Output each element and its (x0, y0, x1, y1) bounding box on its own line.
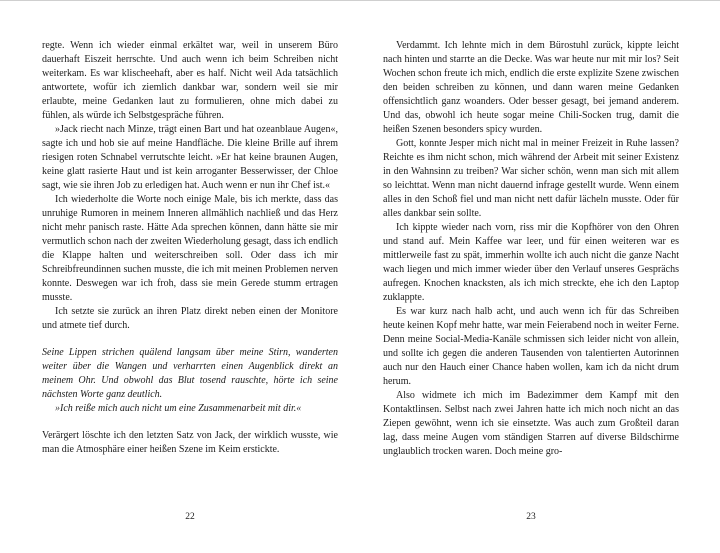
page-left-text (42, 39, 338, 457)
page-number-right: 23 (526, 512, 536, 522)
page-right-text (383, 39, 679, 459)
paragraph: Also widmete ich mich im Badezimmer dem Kampf mit den Kontaktlinsen. Selbst nach zwei Jahren hatte ich mich noch nicht an das Ziepen gewöhnt, wenn ich sie einsetzte. Was auch zum Großteil daran lag, dass meine Augen vom ständigen Starren auf diverse Bildschirme unglaublich trocken waren. Doch meine gro- (383, 390, 679, 457)
paragraph: Verärgert löschte ich den letzten Satz von Jack, der wirklich wusste, wie man die Atmosphäre einer heißen Szene im Keim erstickte. (42, 430, 338, 455)
page-left (0, 1, 360, 553)
paragraph: »Jack riecht nach Minze, trägt einen Bart und hat ozeanblaue Augen«, sagte ich und hob sie auf meine Handfläche. Die kleine Brille auf ihrem riesigen roten Schnabel verrutschte leicht. »Er hat keine braunen Augen, keine glatt rasierte Haut und ist kein arroganter Besserwisser, der Chloe sagt, wie sie ihren Job zu erledigen hat. Auch wenn er nun ihr Chef ist.« (42, 124, 338, 191)
page-right (360, 1, 720, 553)
paragraph: Ich kippte wieder nach vorn, riss mir die Kopfhörer von den Ohren und stand auf. Mein Kaffee war leer, und für einen weiteren war es mittlerweile fast zu spät, immerhin wollte ich auch nicht die ganze Nacht wach liegen und mich immer wieder über den Verlauf unseres Gesprächs aufregen. Knochen knacksten, als ich mich streckte, ehe ich den Laptop zuklappte. (383, 222, 679, 303)
paragraph: »Ich reiße mich auch nicht um eine Zusammenarbeit mit dir.« (55, 403, 302, 414)
paragraph: Ich setzte sie zurück an ihren Platz direkt neben einen der Monitore und atmete tief durch. (42, 306, 338, 331)
paragraph: Ich wiederholte die Worte noch einige Male, bis ich merkte, dass das unruhige Rumoren in meinem Inneren allmählich nachließ und das Herz nicht mehr panisch raste. Hätte Ada sprechen können, dann hätte sie mir vermutlich schon nach der zweiten Wiederholung gesagt, dass ich endlich die Klappe halten und weiterschreiben soll. Oder dass ich mir Schreibfreundinnen suchen musste, die ich mit meinen Problemen nerven konnte. Deswegen war ich froh, dass sie mein Gerede stumm ertragen musste. (42, 194, 338, 303)
paragraph: Es war kurz nach halb acht, und auch wenn ich für das Schreiben heute keinen Kopf mehr hatte, war mein Feierabend noch in weiter Ferne. Denn meine Social-Media-Kanäle schmissen sich leider nicht von allein, und sollte ich gegen die anderen Tausenden von talentierten Autorinnen auch nur den Hauch einer Chance haben wollen, kam ich da nicht drum herum. (383, 306, 679, 387)
paragraph: Verdammt. Ich lehnte mich in dem Bürostuhl zurück, kippte leicht nach hinten und starrte an die Decke. Was war heute nur mit mir los? Seit Wochen schon freute ich mich, endlich die erste explizite Szene zwischen den beiden schreiben zu können, und dann waren meine Gedanken offensichtlich ganz woanders. Oder besser gesagt, bei jemand anderem. Und das, obwohl ich heute sogar meine Chili-Socken trug, damit die heißen Szenen besonders spicy wurden. (383, 40, 679, 135)
paragraph: regte. Wenn ich wieder einmal erkältet war, weil in unserem Büro dauerhaft Eiszeit herrschte. Und auch wenn ich beim Schreiben nicht weiterkam. Es war klischeehaft, aber es half. Nicht weil Ada tatsächlich antwortete, wofür ich ziemlich dankbar war, sondern weil sie mir erlaubte, meine Gedanken laut zu formulieren, ohne mich dabei zu fühlen, als würde ich Selbstgespräche führen. (42, 40, 338, 121)
paragraph: Seine Lippen strichen quälend langsam über meine Stirn, wanderten weiter über die Wangen und verharrten einen Augenblick direkt an meinem Ohr. Und obwohl das Blut tosend rauschte, hörte ich seine nächsten Worte ganz deutlich. (42, 347, 338, 400)
paragraph: Gott, konnte Jesper mich nicht mal in meiner Freizeit in Ruhe lassen? Reichte es ihm nicht schon, mich während der Arbeit mit seiner Existenz in den Wahnsinn zu treiben? War sicher schön, wenn man sich mit allem so leichttat. Wenn man nicht dauernd infrage gestellt wurde. Wenn einem alles in den Schoß fiel und man nicht nett dafür lächeln musste. Oder für alles dankbar sein sollte. (383, 138, 679, 219)
page-number-left: 22 (185, 512, 195, 522)
